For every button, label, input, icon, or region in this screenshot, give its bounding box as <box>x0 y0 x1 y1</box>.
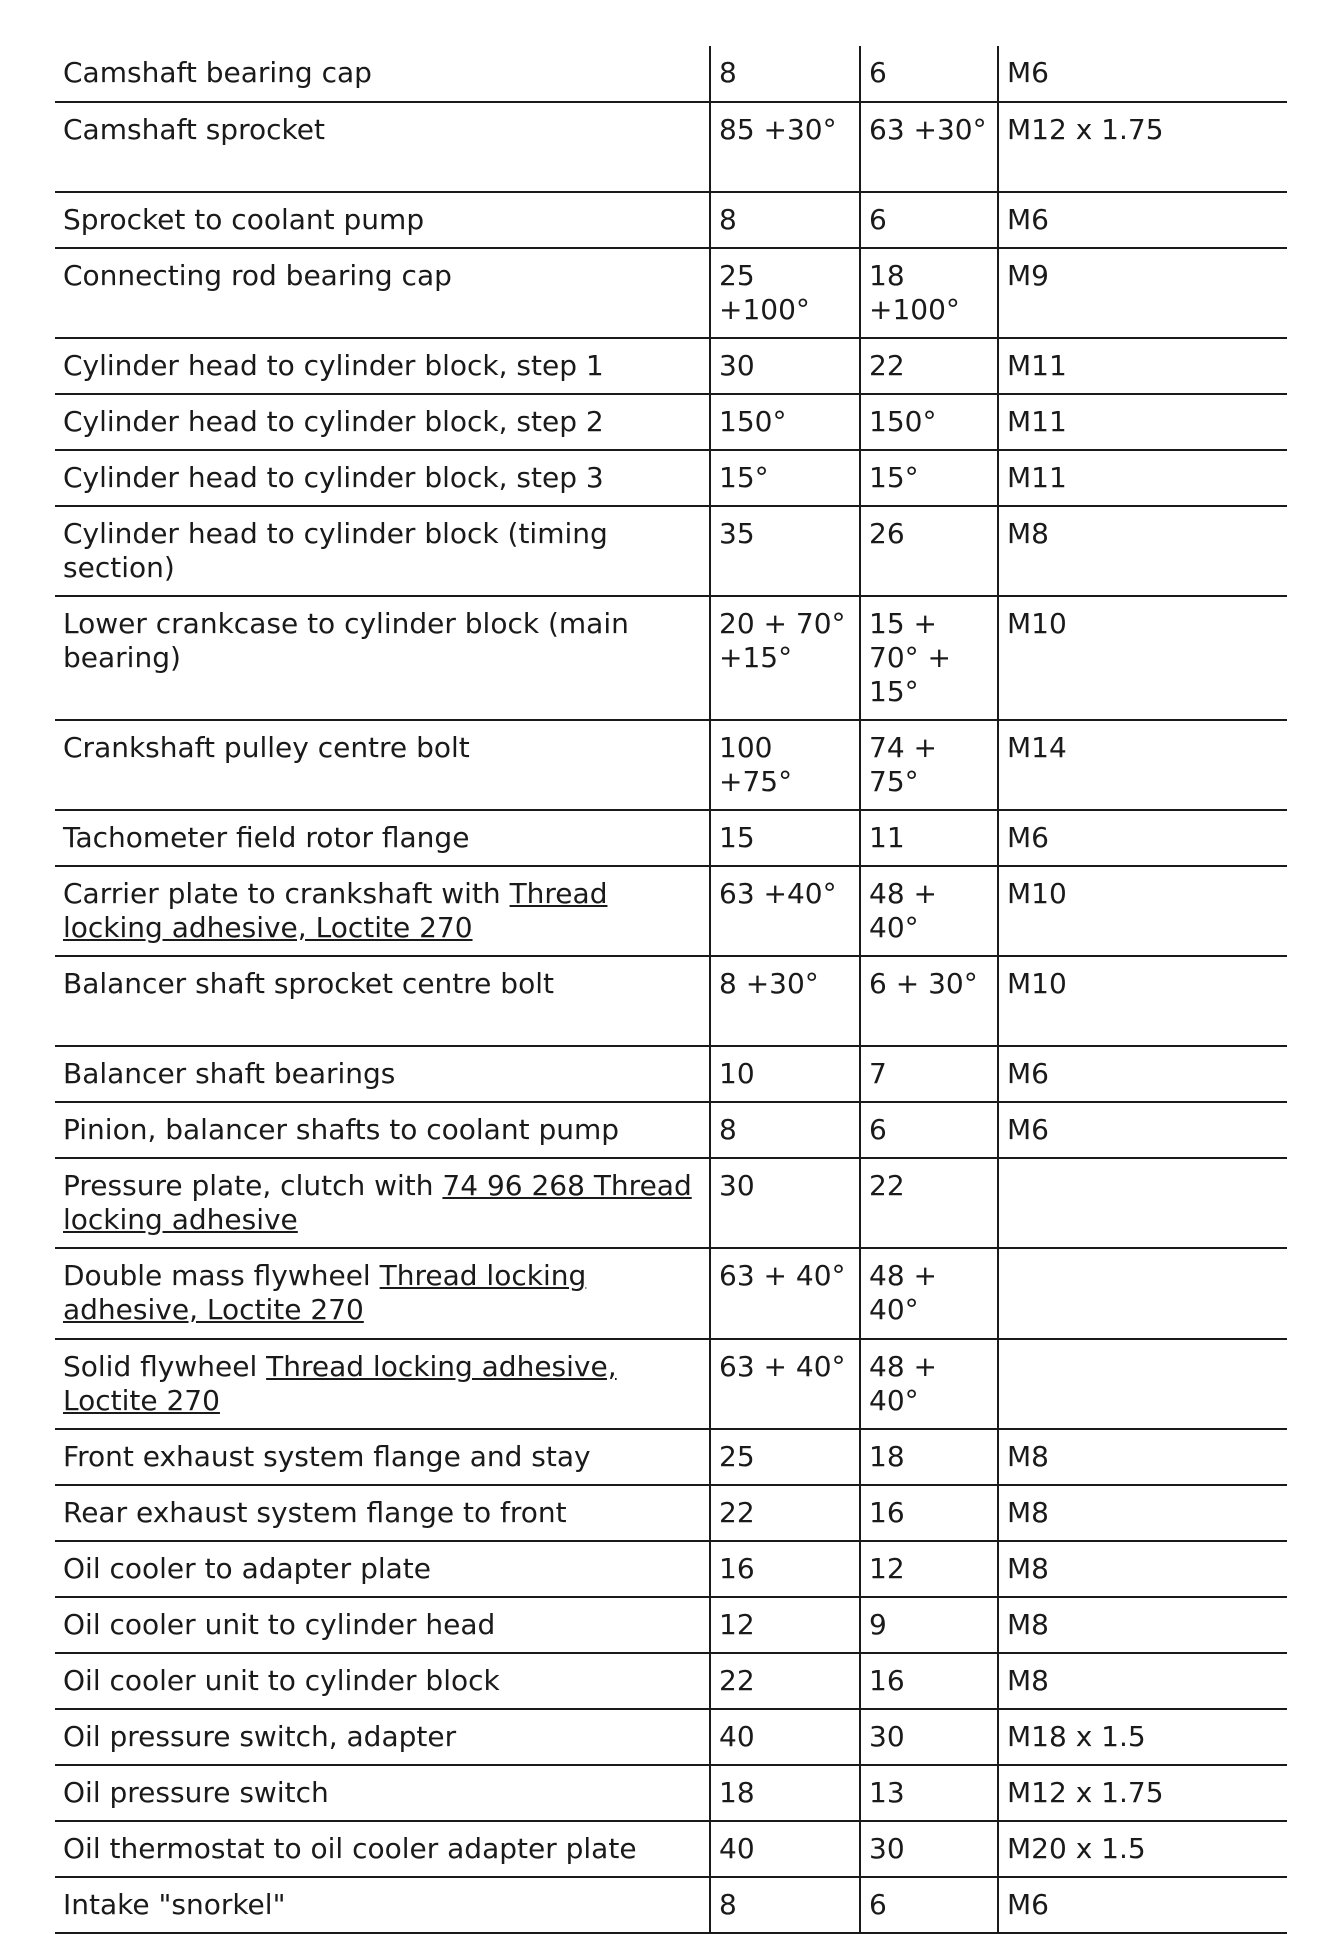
torque-lbf-cell: 7 <box>860 1046 998 1102</box>
table-row <box>55 1429 1287 1485</box>
torque-lbf-cell: 11 <box>860 810 998 866</box>
table-row <box>55 1541 1287 1597</box>
component-cell <box>55 1046 710 1102</box>
thread-size-cell: M6 <box>998 1102 1287 1158</box>
table-row <box>55 1158 1287 1248</box>
torque-lbf-cell: 16 <box>860 1653 998 1709</box>
table-row <box>55 1821 1287 1877</box>
thread-size-cell: M14 <box>998 720 1287 810</box>
thread-size-cell: M6 <box>998 1877 1287 1933</box>
thread-size-cell: M12 x 1.75 <box>998 102 1287 192</box>
torque-lbf-cell: 150° <box>860 394 998 450</box>
table-row <box>55 1709 1287 1765</box>
adhesive-link[interactable]: Thread locking adhesive, Loctite 270 <box>63 877 608 944</box>
torque-nm-cell: 25 +100° <box>710 248 860 338</box>
table-row <box>55 956 1287 1046</box>
torque-lbf-cell: 6 <box>860 1877 998 1933</box>
torque-lbf-cell: 48 + 40° <box>860 1339 998 1429</box>
component-text: Camshaft sprocket <box>63 113 325 146</box>
component-text: Cylinder head to cylinder block, step 3 <box>63 461 604 494</box>
thread-size-cell <box>998 1339 1287 1429</box>
component-cell <box>55 46 710 102</box>
component-cell <box>55 1653 710 1709</box>
component-text: Balancer shaft bearings <box>63 1057 396 1090</box>
component-text: Oil cooler unit to cylinder block <box>63 1664 500 1697</box>
torque-lbf-cell: 12 <box>860 1541 998 1597</box>
table-row <box>55 338 1287 394</box>
component-cell <box>55 1102 710 1158</box>
table-row <box>55 46 1287 102</box>
component-text: Cylinder head to cylinder block, step 1 <box>63 349 604 382</box>
thread-size-cell: M10 <box>998 596 1287 720</box>
thread-size-cell: M12 x 1.75 <box>998 1765 1287 1821</box>
component-cell <box>55 720 710 810</box>
table-row <box>55 1597 1287 1653</box>
torque-lbf-cell: 18 +100° <box>860 248 998 338</box>
torque-lbf-cell: 15° <box>860 450 998 506</box>
torque-table-body <box>55 46 1287 1933</box>
torque-lbf-cell: 26 <box>860 506 998 596</box>
thread-size-cell: M8 <box>998 506 1287 596</box>
torque-lbf-cell: 22 <box>860 1158 998 1248</box>
torque-lbf-cell: 48 + 40° <box>860 1248 998 1339</box>
table-row <box>55 1877 1287 1933</box>
component-text: Camshaft bearing cap <box>63 56 372 89</box>
torque-nm-cell: 40 <box>710 1821 860 1877</box>
component-text: Front exhaust system flange and stay <box>63 1440 591 1473</box>
torque-lbf-cell: 13 <box>860 1765 998 1821</box>
component-text: Cylinder head to cylinder block, step 2 <box>63 405 604 438</box>
torque-lbf-cell: 18 <box>860 1429 998 1485</box>
torque-nm-cell: 22 <box>710 1485 860 1541</box>
component-cell <box>55 866 710 956</box>
component-text: Lower crankcase to cylinder block (main bearing) <box>63 607 629 674</box>
torque-nm-cell: 22 <box>710 1653 860 1709</box>
component-cell <box>55 192 710 248</box>
component-text: Balancer shaft sprocket centre bolt <box>63 967 554 1000</box>
torque-nm-cell: 16 <box>710 1541 860 1597</box>
table-row <box>55 248 1287 338</box>
thread-size-cell <box>998 1248 1287 1339</box>
torque-nm-cell: 63 + 40° <box>710 1248 860 1339</box>
torque-nm-cell: 40 <box>710 1709 860 1765</box>
component-text: Intake "snorkel" <box>63 1888 286 1921</box>
table-row <box>55 596 1287 720</box>
torque-lbf-cell: 22 <box>860 338 998 394</box>
component-text: Double mass flywheel <box>63 1259 380 1292</box>
table-row <box>55 192 1287 248</box>
thread-size-cell: M11 <box>998 394 1287 450</box>
torque-nm-cell: 25 <box>710 1429 860 1485</box>
component-text: Rear exhaust system flange to front <box>63 1496 567 1529</box>
torque-nm-cell: 12 <box>710 1597 860 1653</box>
component-cell <box>55 1765 710 1821</box>
component-text: Oil pressure switch, adapter <box>63 1720 457 1753</box>
thread-size-cell: M8 <box>998 1485 1287 1541</box>
torque-nm-cell: 15° <box>710 450 860 506</box>
table-row <box>55 102 1287 192</box>
component-cell <box>55 338 710 394</box>
component-cell <box>55 450 710 506</box>
table-row <box>55 1765 1287 1821</box>
component-cell <box>55 1709 710 1765</box>
component-cell <box>55 596 710 720</box>
thread-size-cell: M10 <box>998 866 1287 956</box>
thread-size-cell: M11 <box>998 338 1287 394</box>
component-cell <box>55 810 710 866</box>
torque-lbf-cell: 6 + 30° <box>860 956 998 1046</box>
table-row <box>55 1102 1287 1158</box>
component-text: Sprocket to coolant pump <box>63 203 425 236</box>
torque-nm-cell: 35 <box>710 506 860 596</box>
thread-size-cell <box>998 1158 1287 1248</box>
thread-size-cell: M11 <box>998 450 1287 506</box>
component-text: Connecting rod bearing cap <box>63 259 452 292</box>
component-cell <box>55 1429 710 1485</box>
torque-lbf-cell: 30 <box>860 1821 998 1877</box>
component-cell <box>55 956 710 1046</box>
component-cell <box>55 394 710 450</box>
component-text: Oil cooler to adapter plate <box>63 1552 431 1585</box>
thread-size-cell: M20 x 1.5 <box>998 1821 1287 1877</box>
component-cell <box>55 1248 710 1339</box>
component-cell <box>55 1541 710 1597</box>
thread-size-cell: M6 <box>998 46 1287 102</box>
table-row <box>55 394 1287 450</box>
component-text: Pressure plate, clutch with <box>63 1169 443 1202</box>
torque-lbf-cell: 48 + 40° <box>860 866 998 956</box>
torque-nm-cell: 10 <box>710 1046 860 1102</box>
table-row <box>55 1339 1287 1429</box>
thread-size-cell: M8 <box>998 1597 1287 1653</box>
torque-lbf-cell: 16 <box>860 1485 998 1541</box>
torque-lbf-cell: 30 <box>860 1709 998 1765</box>
torque-nm-cell: 63 + 40° <box>710 1339 860 1429</box>
component-text: Pinion, balancer shafts to coolant pump <box>63 1113 620 1146</box>
component-cell <box>55 248 710 338</box>
torque-nm-cell: 8 <box>710 1877 860 1933</box>
component-text: Crankshaft pulley centre bolt <box>63 731 470 764</box>
component-cell <box>55 1339 710 1429</box>
thread-size-cell: M8 <box>998 1429 1287 1485</box>
torque-nm-cell: 85 +30° <box>710 102 860 192</box>
table-row <box>55 1653 1287 1709</box>
component-text: Oil thermostat to oil cooler adapter plate <box>63 1832 637 1865</box>
table-row <box>55 1046 1287 1102</box>
component-text: Oil pressure switch <box>63 1776 329 1809</box>
thread-size-cell: M18 x 1.5 <box>998 1709 1287 1765</box>
torque-nm-cell: 30 <box>710 1158 860 1248</box>
thread-size-cell: M6 <box>998 192 1287 248</box>
table-row <box>55 810 1287 866</box>
table-row <box>55 1485 1287 1541</box>
component-cell <box>55 1821 710 1877</box>
torque-spec-table <box>55 46 1287 1934</box>
table-row <box>55 1248 1287 1339</box>
component-text: Carrier plate to crankshaft with <box>63 877 510 910</box>
table-row <box>55 506 1287 596</box>
torque-nm-cell: 63 +40° <box>710 866 860 956</box>
component-cell <box>55 1597 710 1653</box>
thread-size-cell: M8 <box>998 1653 1287 1709</box>
torque-nm-cell: 8 <box>710 192 860 248</box>
component-cell <box>55 1485 710 1541</box>
adhesive-link[interactable]: Thread locking adhesive, Loctite 270 <box>63 1259 587 1326</box>
thread-size-cell: M10 <box>998 956 1287 1046</box>
thread-size-cell: M9 <box>998 248 1287 338</box>
table-row <box>55 866 1287 956</box>
component-cell <box>55 102 710 192</box>
thread-size-cell: M6 <box>998 1046 1287 1102</box>
torque-nm-cell: 15 <box>710 810 860 866</box>
component-text: Cylinder head to cylinder block (timing section) <box>63 517 608 584</box>
torque-nm-cell: 8 +30° <box>710 956 860 1046</box>
component-text: Oil cooler unit to cylinder head <box>63 1608 496 1641</box>
component-cell <box>55 506 710 596</box>
torque-nm-cell: 20 + 70° +15° <box>710 596 860 720</box>
torque-lbf-cell: 74 + 75° <box>860 720 998 810</box>
component-text: Tachometer field rotor flange <box>63 821 470 854</box>
torque-nm-cell: 8 <box>710 1102 860 1158</box>
component-text: Solid flywheel <box>63 1350 267 1383</box>
torque-lbf-cell: 15 + 70° + 15° <box>860 596 998 720</box>
torque-nm-cell: 8 <box>710 46 860 102</box>
torque-lbf-cell: 6 <box>860 1102 998 1158</box>
adhesive-link[interactable]: Thread locking adhesive, Loctite 270 <box>63 1350 617 1417</box>
torque-lbf-cell: 6 <box>860 192 998 248</box>
torque-lbf-cell: 63 +30° <box>860 102 998 192</box>
table-row <box>55 720 1287 810</box>
torque-lbf-cell: 9 <box>860 1597 998 1653</box>
component-cell <box>55 1877 710 1933</box>
torque-nm-cell: 100 +75° <box>710 720 860 810</box>
thread-size-cell: M6 <box>998 810 1287 866</box>
torque-lbf-cell: 6 <box>860 46 998 102</box>
component-cell <box>55 1158 710 1248</box>
table-row <box>55 450 1287 506</box>
adhesive-link[interactable]: 74 96 268 Thread locking adhesive <box>63 1169 692 1236</box>
torque-nm-cell: 18 <box>710 1765 860 1821</box>
thread-size-cell: M8 <box>998 1541 1287 1597</box>
torque-nm-cell: 150° <box>710 394 860 450</box>
torque-nm-cell: 30 <box>710 338 860 394</box>
